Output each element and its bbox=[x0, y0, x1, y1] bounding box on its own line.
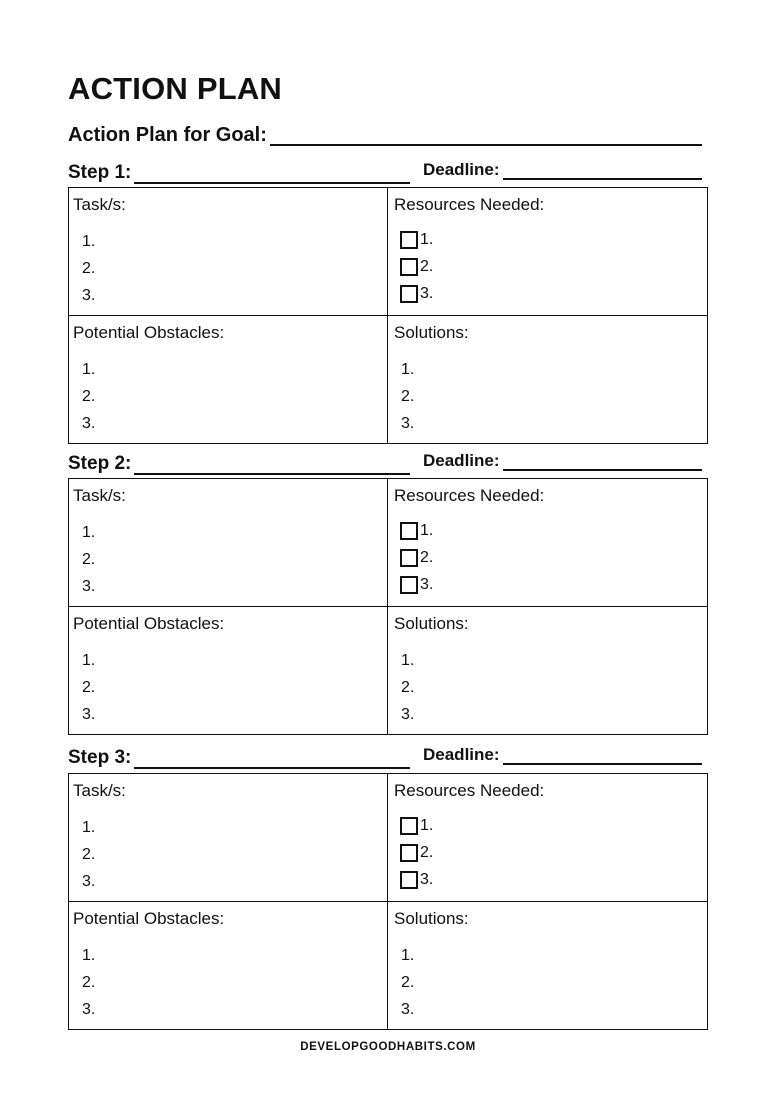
checkbox[interactable] bbox=[400, 844, 418, 862]
checklist-item-number: 2. bbox=[420, 549, 434, 566]
checklist-item bbox=[400, 544, 433, 571]
solutions-list bbox=[401, 942, 414, 1023]
step-3-header bbox=[68, 745, 702, 769]
step-3-deadline-label: Deadline: bbox=[423, 745, 500, 764]
step-1-tasks-cell bbox=[69, 188, 388, 316]
list-item[interactable]: 1. bbox=[82, 361, 96, 378]
list-item[interactable]: 1. bbox=[82, 524, 96, 541]
solutions-list bbox=[401, 647, 414, 728]
goal-line bbox=[68, 120, 702, 146]
list-item[interactable]: 1. bbox=[401, 947, 415, 964]
step-2-name-line bbox=[68, 451, 410, 475]
checkbox[interactable] bbox=[400, 522, 418, 540]
solutions-heading: Solutions: bbox=[394, 614, 469, 633]
checklist-item bbox=[400, 517, 433, 544]
step-2-deadline-blank-field[interactable] bbox=[503, 449, 702, 471]
step-2-deadline-line bbox=[423, 451, 702, 471]
list-item[interactable]: 2. bbox=[82, 388, 96, 405]
step-3-table bbox=[68, 773, 708, 1030]
step-3-deadline-line bbox=[423, 745, 702, 765]
step-2-resources-cell bbox=[388, 479, 707, 607]
resources-heading: Resources Needed: bbox=[394, 781, 545, 800]
checklist-item bbox=[400, 571, 433, 598]
list-item[interactable]: 3. bbox=[401, 706, 415, 723]
checkbox[interactable] bbox=[400, 231, 418, 249]
footer-site-url: DEVELOPGOODHABITS.COM bbox=[300, 1041, 476, 1053]
resources-checklist bbox=[400, 226, 433, 307]
tasks-heading: Task/s: bbox=[73, 781, 126, 800]
solutions-heading: Solutions: bbox=[394, 323, 469, 342]
tasks-heading: Task/s: bbox=[73, 486, 126, 505]
list-item[interactable]: 2. bbox=[82, 974, 96, 991]
list-item[interactable]: 1. bbox=[401, 652, 415, 669]
list-item[interactable]: 3. bbox=[82, 287, 96, 304]
checklist-item-number: 3. bbox=[420, 285, 434, 302]
obstacles-list bbox=[82, 647, 95, 728]
step-1-header bbox=[68, 160, 702, 184]
checklist-item-number: 1. bbox=[420, 817, 434, 834]
list-item[interactable]: 2. bbox=[82, 679, 96, 696]
checkbox[interactable] bbox=[400, 549, 418, 567]
checkbox[interactable] bbox=[400, 871, 418, 889]
obstacles-heading: Potential Obstacles: bbox=[73, 909, 225, 928]
list-item[interactable]: 1. bbox=[401, 361, 415, 378]
list-item[interactable]: 1. bbox=[82, 233, 96, 250]
step-1-obstacles-cell bbox=[69, 316, 388, 443]
goal-blank-field[interactable] bbox=[270, 124, 702, 146]
list-item[interactable]: 2. bbox=[82, 260, 96, 277]
list-item[interactable]: 2. bbox=[401, 679, 415, 696]
list-item[interactable]: 1. bbox=[82, 819, 96, 836]
checklist-item-number: 1. bbox=[420, 522, 434, 539]
step-2-deadline-label: Deadline: bbox=[423, 451, 500, 470]
obstacles-heading: Potential Obstacles: bbox=[73, 323, 225, 342]
obstacles-heading: Potential Obstacles: bbox=[73, 614, 225, 633]
checklist-item bbox=[400, 839, 433, 866]
checkbox[interactable] bbox=[400, 576, 418, 594]
step-2-solutions-cell bbox=[388, 607, 707, 734]
solutions-list bbox=[401, 356, 414, 437]
resources-checklist bbox=[400, 517, 433, 598]
list-item[interactable]: 3. bbox=[401, 415, 415, 432]
list-item[interactable]: 3. bbox=[82, 873, 96, 890]
tasks-heading: Task/s: bbox=[73, 195, 126, 214]
list-item[interactable]: 1. bbox=[82, 947, 96, 964]
checklist-item-number: 3. bbox=[420, 871, 434, 888]
step-2-tasks-cell bbox=[69, 479, 388, 607]
list-item[interactable]: 2. bbox=[401, 388, 415, 405]
checklist-item bbox=[400, 866, 433, 893]
obstacles-list bbox=[82, 356, 95, 437]
step-1-label: Step 1: bbox=[68, 162, 132, 183]
checklist-item-number: 1. bbox=[420, 231, 434, 248]
checklist-item bbox=[400, 253, 433, 280]
step-2-obstacles-cell bbox=[69, 607, 388, 734]
step-3-name-line bbox=[68, 745, 410, 769]
step-1-resources-cell bbox=[388, 188, 707, 316]
step-3-label: Step 3: bbox=[68, 747, 132, 768]
list-item[interactable]: 2. bbox=[401, 974, 415, 991]
step-3-blank-field[interactable] bbox=[134, 747, 410, 769]
tasks-list bbox=[82, 519, 95, 600]
checklist-item bbox=[400, 226, 433, 253]
checkbox[interactable] bbox=[400, 285, 418, 303]
checklist-item-number: 2. bbox=[420, 844, 434, 861]
list-item[interactable]: 3. bbox=[82, 578, 96, 595]
checklist-item-number: 2. bbox=[420, 258, 434, 275]
list-item[interactable]: 2. bbox=[82, 551, 96, 568]
step-1-deadline-blank-field[interactable] bbox=[503, 158, 702, 180]
step-1-name-line bbox=[68, 160, 410, 184]
step-3-solutions-cell bbox=[388, 902, 707, 1029]
resources-checklist bbox=[400, 812, 433, 893]
step-1-solutions-cell bbox=[388, 316, 707, 443]
list-item[interactable]: 3. bbox=[401, 1001, 415, 1018]
list-item[interactable]: 3. bbox=[82, 415, 96, 432]
goal-label: Action Plan for Goal: bbox=[68, 124, 267, 146]
list-item[interactable]: 3. bbox=[82, 706, 96, 723]
solutions-heading: Solutions: bbox=[394, 909, 469, 928]
resources-heading: Resources Needed: bbox=[394, 486, 545, 505]
list-item[interactable]: 1. bbox=[82, 652, 96, 669]
step-3-tasks-cell bbox=[69, 774, 388, 902]
checkbox[interactable] bbox=[400, 258, 418, 276]
step-1-table bbox=[68, 187, 708, 444]
step-1-deadline-line bbox=[423, 160, 702, 180]
obstacles-list bbox=[82, 942, 95, 1023]
checklist-item bbox=[400, 280, 433, 307]
step-1-deadline-label: Deadline: bbox=[423, 160, 500, 179]
checkbox[interactable] bbox=[400, 817, 418, 835]
list-item[interactable]: 3. bbox=[82, 1001, 96, 1018]
step-2-label: Step 2: bbox=[68, 453, 132, 474]
step-1-blank-field[interactable] bbox=[134, 162, 410, 184]
step-3-deadline-blank-field[interactable] bbox=[503, 743, 702, 765]
list-item[interactable]: 2. bbox=[82, 846, 96, 863]
tasks-list bbox=[82, 228, 95, 309]
checklist-item bbox=[400, 812, 433, 839]
step-2-table bbox=[68, 478, 708, 735]
checklist-item-number: 3. bbox=[420, 576, 434, 593]
step-2-header bbox=[68, 451, 702, 475]
step-3-resources-cell bbox=[388, 774, 707, 902]
resources-heading: Resources Needed: bbox=[394, 195, 545, 214]
page-title: ACTION PLAN bbox=[68, 71, 283, 106]
step-3-obstacles-cell bbox=[69, 902, 388, 1029]
tasks-list bbox=[82, 814, 95, 895]
step-2-blank-field[interactable] bbox=[134, 453, 410, 475]
